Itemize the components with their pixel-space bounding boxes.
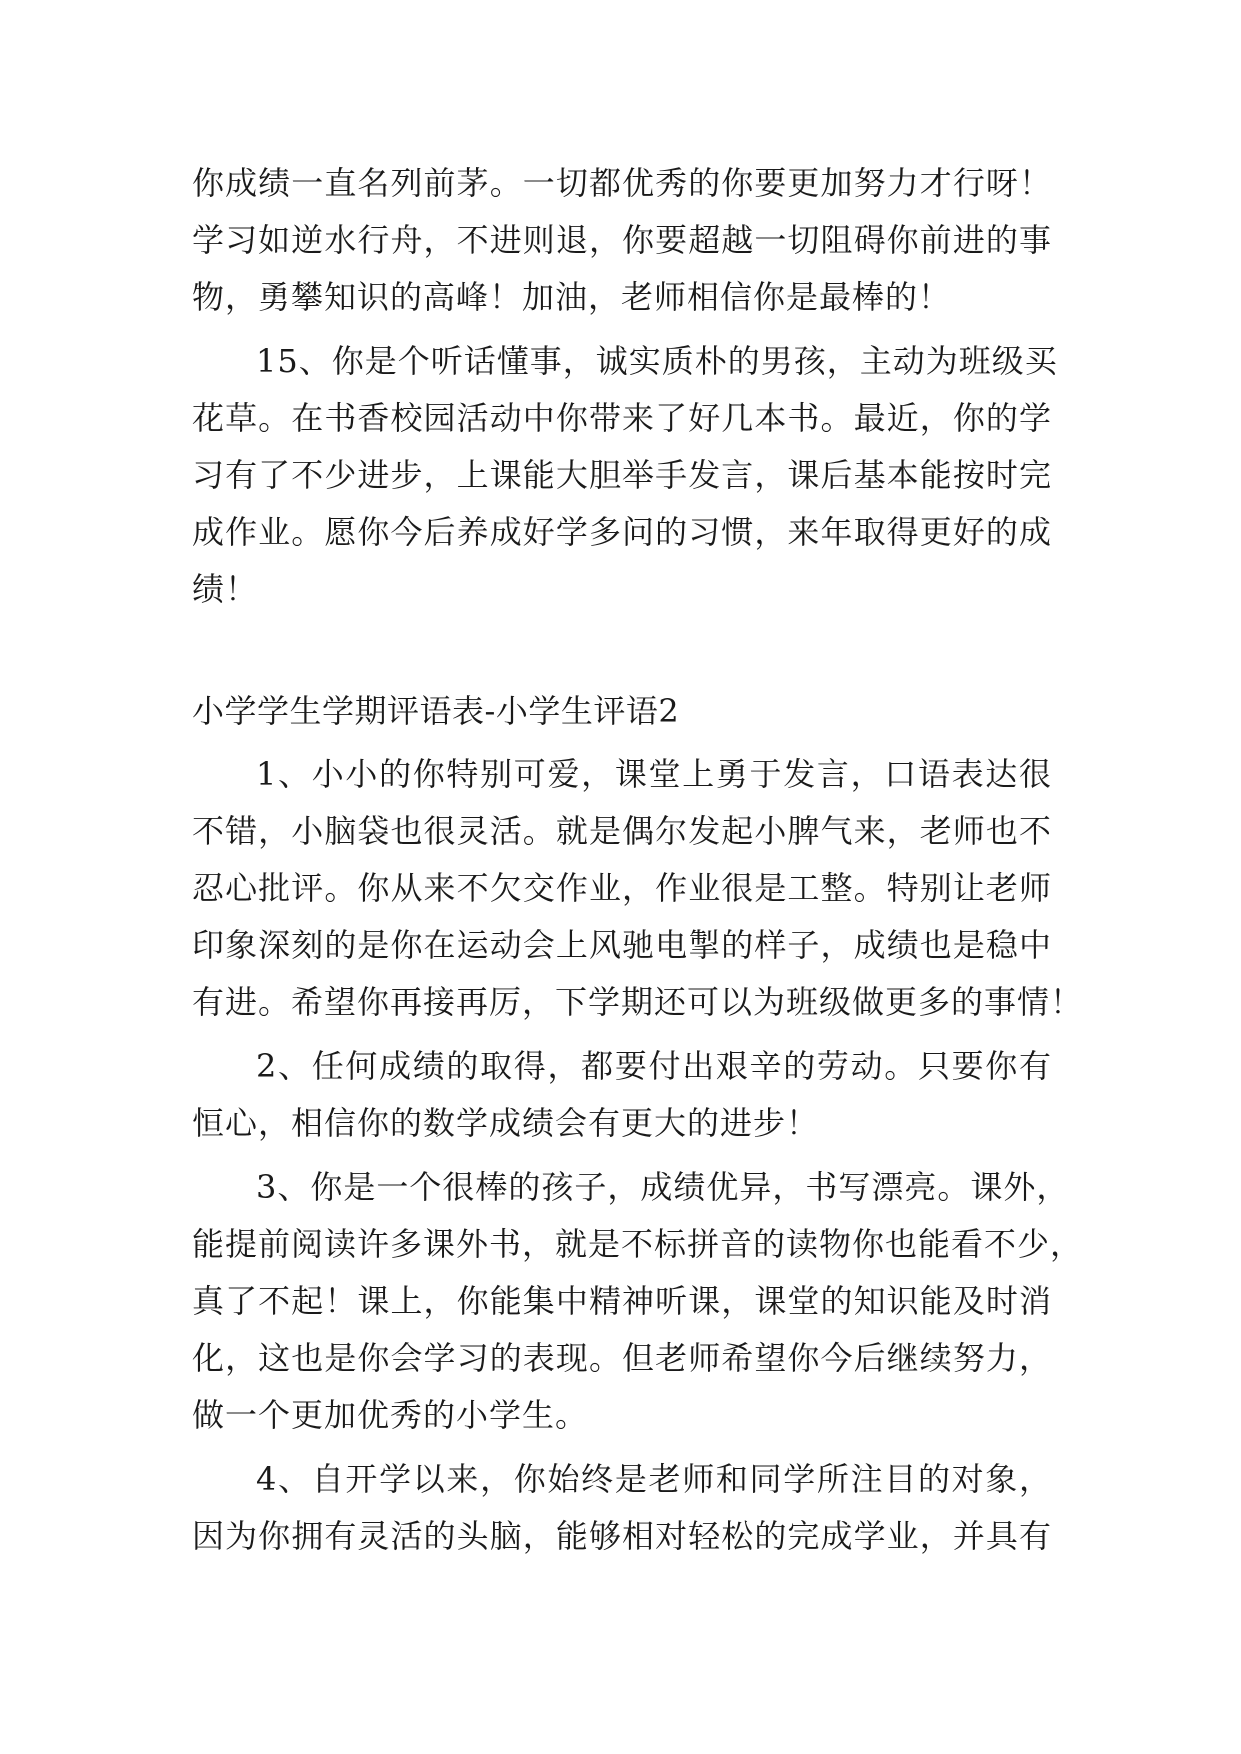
paragraph-line: 4、自开学以来，你始终是老师和同学所注目的对象， <box>256 1460 1052 1498</box>
paragraph-line: 学习如逆水行舟，不进则退，你要超越一切阻碍你前进的事 <box>192 221 1052 259</box>
paragraph-line: 印象深刻的是你在运动会上风驰电掣的样子，成绩也是稳中 <box>192 926 1052 964</box>
paragraph-line: 你成绩一直名列前茅。一切都优秀的你要更加努力才行呀！ <box>192 164 1052 202</box>
paragraph-line: 1、小小的你特别可爱，课堂上勇于发言，口语表达很 <box>256 755 1052 793</box>
section-heading: 小学学生学期评语表-小学生评语2 <box>192 692 680 730</box>
paragraph-line: 2、任何成绩的取得，都要付出艰辛的劳动。只要你有 <box>256 1047 1052 1085</box>
paragraph-line: 化，这也是你会学习的表现。但老师希望你今后继续努力， <box>192 1339 1052 1377</box>
paragraph-line: 真了不起！课上，你能集中精神听课，课堂的知识能及时消 <box>192 1282 1052 1320</box>
paragraph-line: 不错，小脑袋也很灵活。就是偶尔发起小脾气来，老师也不 <box>192 812 1052 850</box>
paragraph-line: 做一个更加优秀的小学生。 <box>192 1396 589 1434</box>
paragraph-line: 因为你拥有灵活的头脑，能够相对轻松的完成学业，并具有 <box>192 1517 1052 1555</box>
paragraph-line: 能提前阅读许多课外书，就是不标拼音的读物你也能看不少， <box>192 1225 1084 1263</box>
paragraph-line: 15、你是个听话懂事，诚实质朴的男孩，主动为班级买 <box>256 342 1058 380</box>
paragraph-line: 恒心，相信你的数学成绩会有更大的进步！ <box>192 1104 820 1142</box>
paragraph-line: 物，勇攀知识的高峰！加油，老师相信你是最棒的！ <box>192 278 952 316</box>
paragraph-line: 有进。希望你再接再厉，下学期还可以为班级做更多的事情！ <box>192 983 1084 1021</box>
paragraph-line: 忍心批评。你从来不欠交作业，作业很是工整。特别让老师 <box>192 869 1052 907</box>
paragraph-line: 3、你是一个很棒的孩子，成绩优异，书写漂亮。课外， <box>256 1168 1070 1206</box>
paragraph-line: 习有了不少进步，上课能大胆举手发言，课后基本能按时完 <box>192 456 1052 494</box>
paragraph-line: 花草。在书香校园活动中你带来了好几本书。最近，你的学 <box>192 399 1052 437</box>
paragraph-line: 成作业。愿你今后养成好学多问的习惯，来年取得更好的成 <box>192 513 1052 551</box>
paragraph-line: 绩！ <box>192 570 259 608</box>
